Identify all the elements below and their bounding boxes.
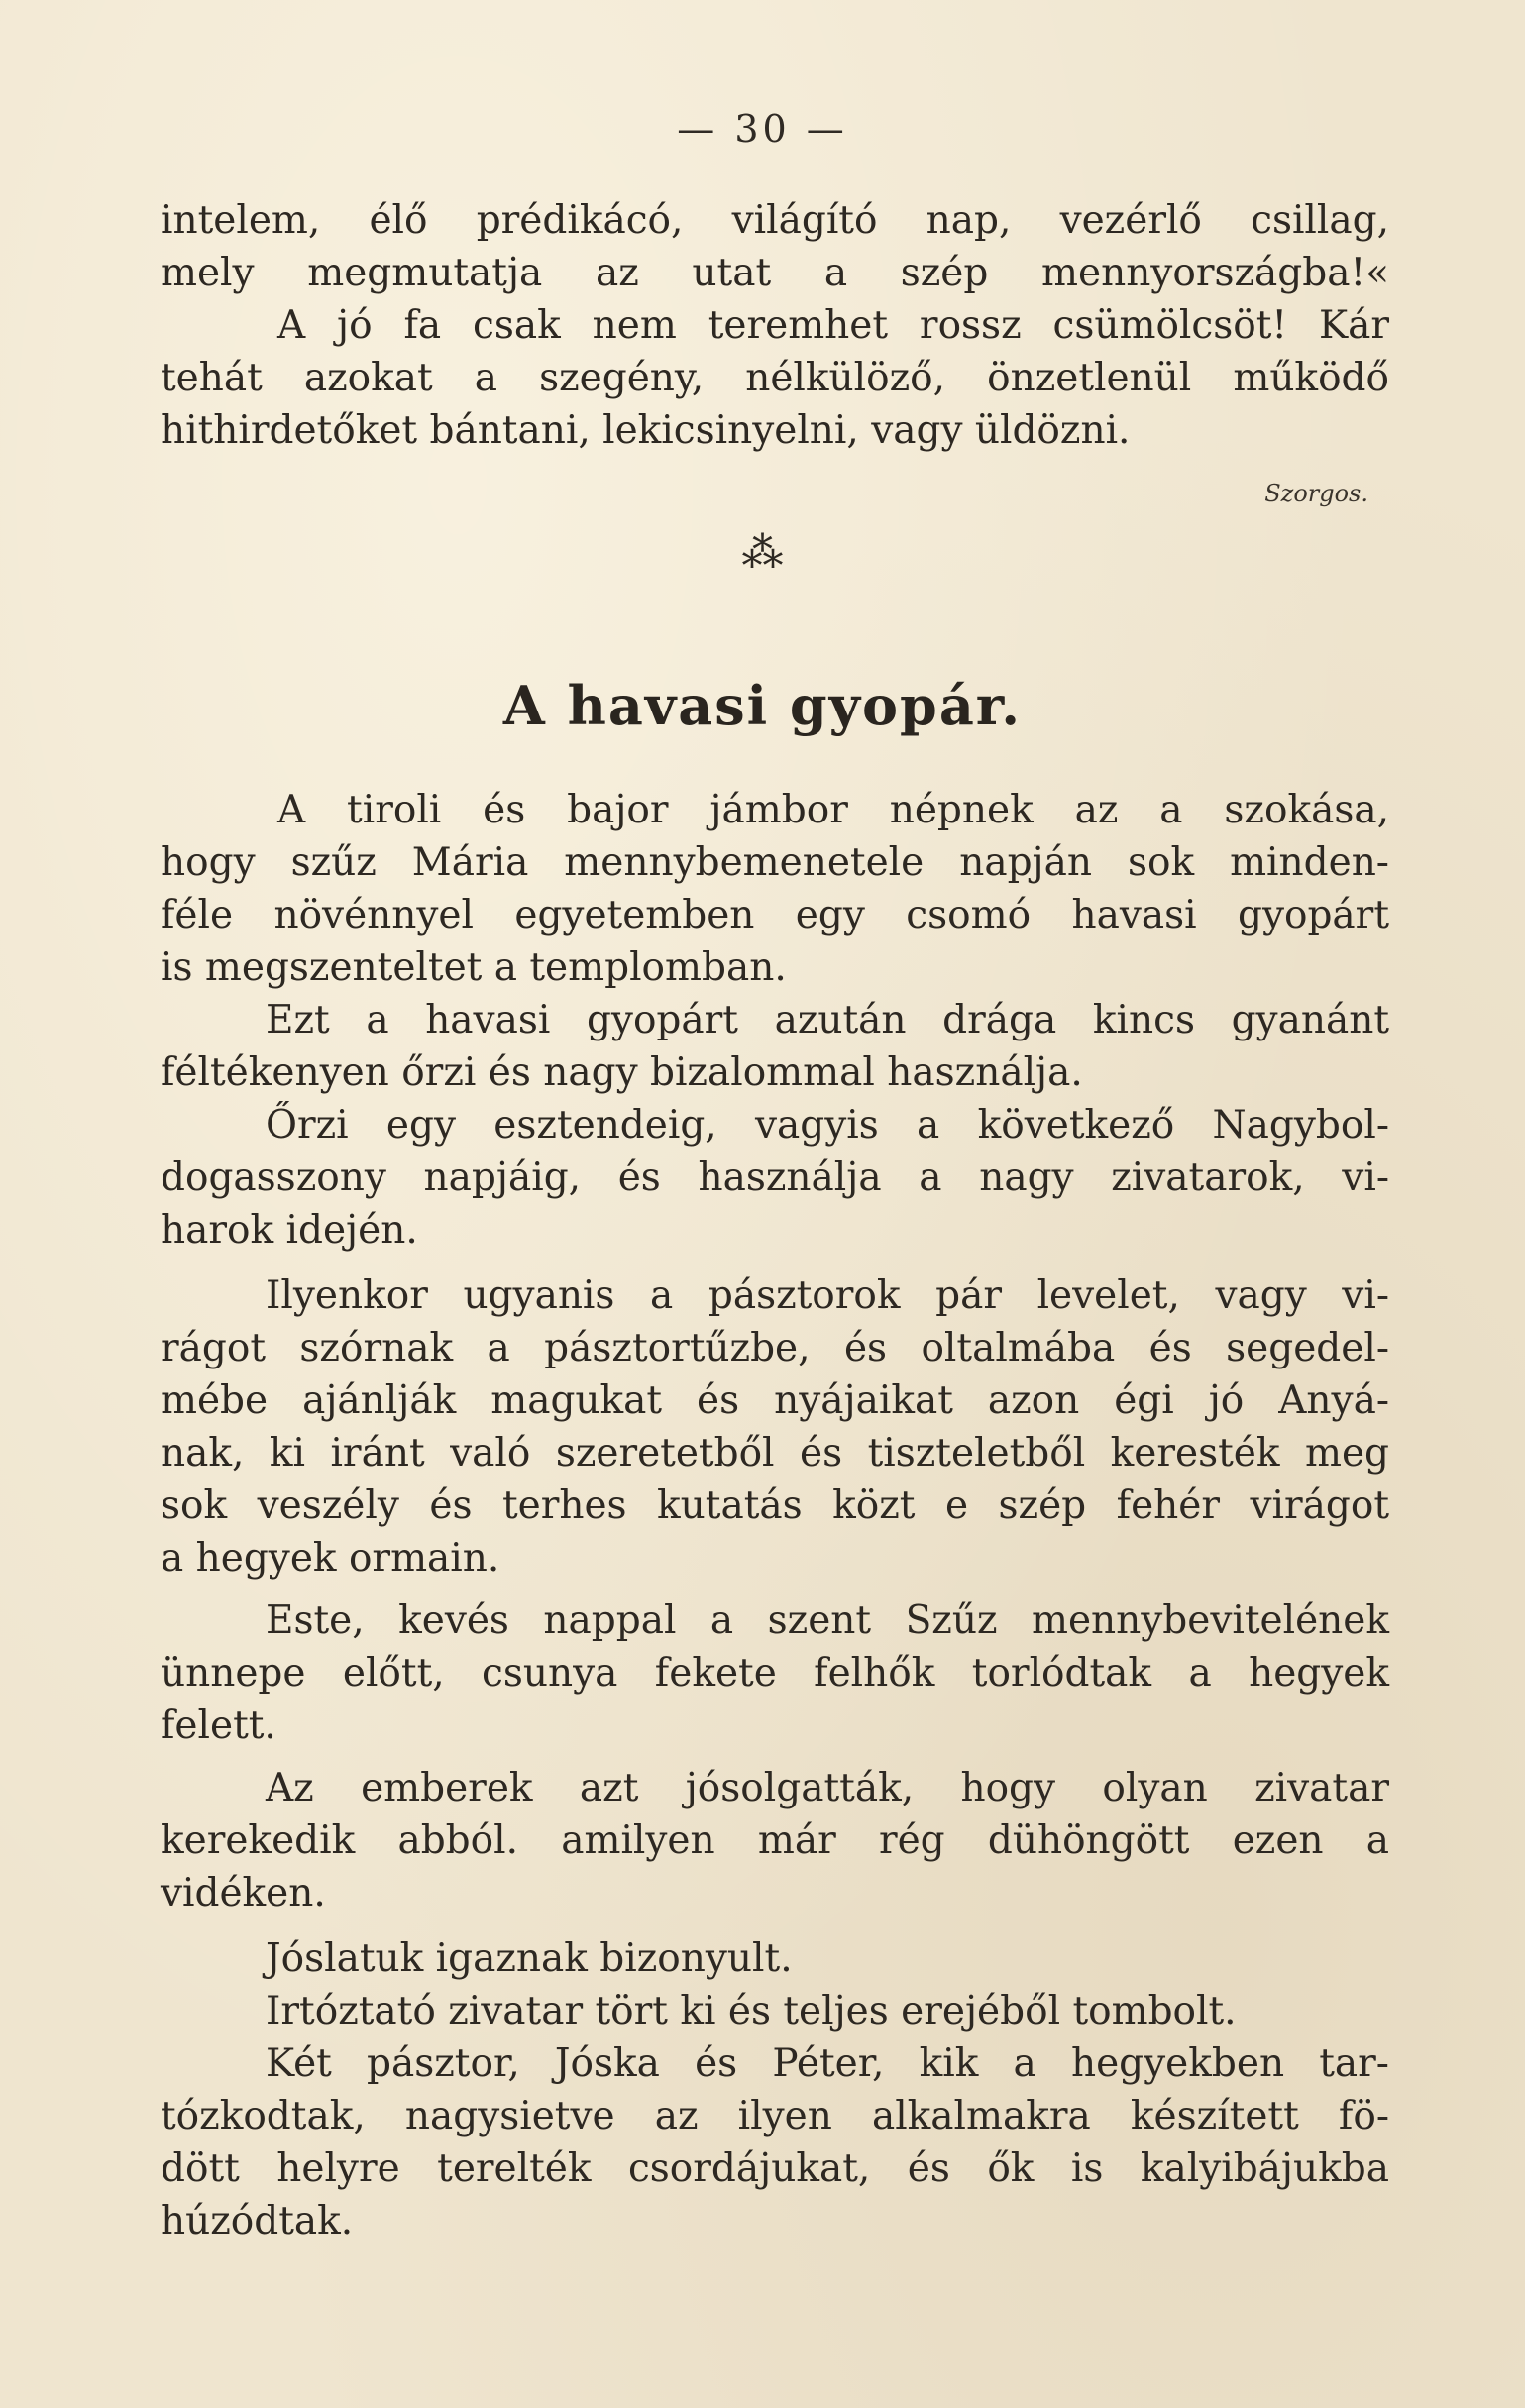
text-line: húzódtak.: [161, 2199, 354, 2244]
text-line: a hegyek ormain.: [161, 1536, 500, 1581]
text-line: Ezt a havasi gyopárt azután drága kincs gyanánt: [266, 998, 1389, 1042]
section-heading: A havasi gyopár.: [502, 674, 1023, 737]
text-line: Ilyenkor ugyanis a pásztorok pár levelet, vagy vi-: [266, 1273, 1389, 1318]
text-line: mébe ajánlják magukat és nyájaikat azon égi jó Anyá-: [161, 1378, 1389, 1423]
text-line: is megszenteltet a templomban.: [161, 945, 787, 990]
text-line: rágot szórnak a pásztortűzbe, és oltalmába és segedel-: [161, 1326, 1389, 1370]
section-ornament: ⁂: [741, 528, 784, 577]
text-line: féltékenyen őrzi és nagy bizalommal használja.: [161, 1050, 1083, 1095]
text-line: Az emberek azt jósolgatták, hogy olyan zivatar: [266, 1766, 1389, 1810]
text-line: A tiroli és bajor jámbor népnek az a szokása,: [277, 788, 1389, 832]
text-line: intelem, élő prédikácó, világító nap, vezérlő csillag,: [161, 198, 1389, 243]
text-line: hithirdetőket bántani, lekicsinyelni, vagy üldözni.: [161, 408, 1131, 453]
text-line: Irtóztató zivatar tört ki és teljes erejéből tombolt.: [266, 1989, 1237, 2033]
text-line: mely megmutatja az utat a szép mennyországba!«: [161, 251, 1389, 295]
text-line: Este, kevés nappal a szent Szűz mennybevitelének: [266, 1598, 1389, 1643]
text-line: harok idején.: [161, 1208, 418, 1253]
text-line: Őrzi egy esztendeig, vagyis a következő Nagybol-: [266, 1103, 1389, 1148]
text-line: nak, ki iránt való szeretetből és tiszteletből keresték meg: [161, 1431, 1389, 1476]
text-line: vidéken.: [161, 1871, 326, 1915]
text-line: tózkodtak, nagysietve az ilyen alkalmakra készített fö-: [161, 2094, 1389, 2138]
text-line: dött helyre terelték csordájukat, és ők is kalyibájukba: [161, 2146, 1389, 2191]
text-line: Két pásztor, Jóska és Péter, kik a hegyekben tar-: [266, 2041, 1389, 2086]
text-line: féle növénnyel egyetemben egy csomó havasi gyopárt: [161, 893, 1389, 937]
text-line: tehát azokat a szegény, nélkülöző, önzetlenül működő: [161, 356, 1389, 400]
text-line: sok veszély és terhes kutatás közt e szép fehér virágot: [161, 1483, 1389, 1528]
page-number: — 30 —: [677, 107, 848, 151]
text-line: hogy szűz Mária mennybemenetele napján sok minden-: [161, 840, 1389, 885]
text-line: dogasszony napjáig, és használja a nagy zivatarok, vi-: [161, 1155, 1389, 1200]
text-line: Jóslatuk igaznak bizonyult.: [266, 1936, 793, 1981]
author-signature: Szorgos.: [1264, 480, 1368, 507]
text-line: felett.: [161, 1703, 276, 1748]
text-line: A jó fa csak nem teremhet rossz csümölcsöt! Kár: [277, 303, 1389, 348]
text-line: ünnepe előtt, csunya fekete felhők torlódtak a hegyek: [161, 1651, 1389, 1696]
text-line: kerekedik abból. amilyen már rég dühöngött ezen a: [161, 1818, 1389, 1863]
